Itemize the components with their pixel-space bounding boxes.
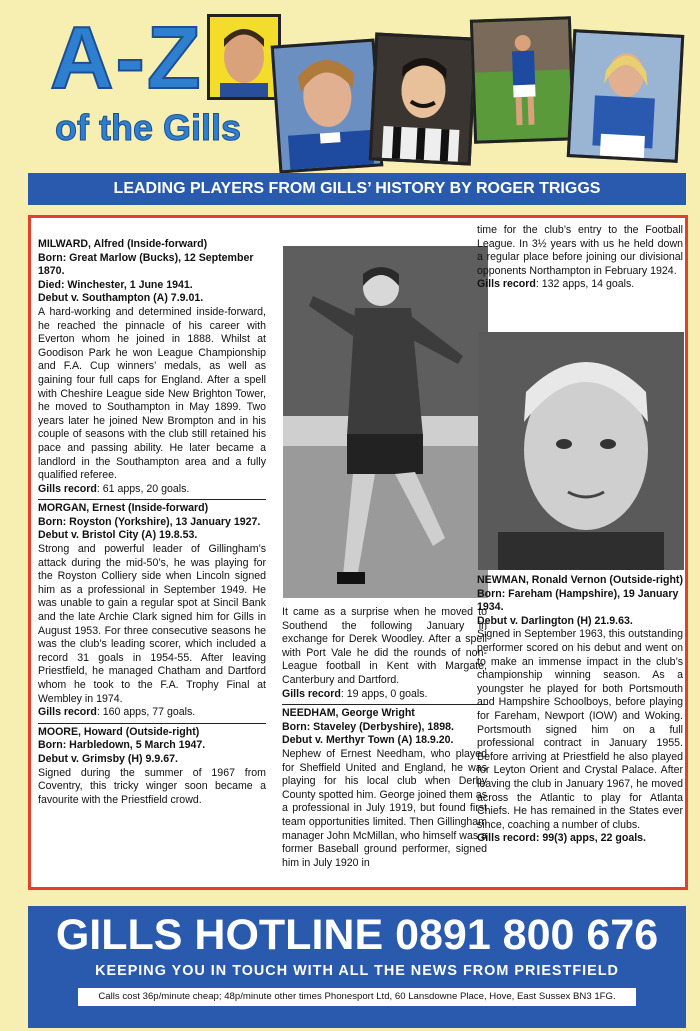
entry-died: Died: Winchester, 1 June 1941.	[38, 278, 193, 291]
entry-heading: MOORE, Howard (Outside-right)	[38, 725, 200, 738]
entry-body: Signed in September 1963, this outstanding performer scored on his debut and went on to make an immense impact in the club’s championship winning season. As a youngster he played for both Portsmouth and Hampshire Schoolboys, before playing for Fareham, Newport (IOW) and Woking. Portsmouth signed him on a full professional contract in January 1955. Before arriving at Priestfield he also played for Leyton Orient and Crystal Palace. After leaving the club in January 1967, he moved across the Atlantic to play for Atlanta Chiefs. He has remained in the States ever since, coaching a number of clubs.	[477, 628, 683, 831]
entry-record: Gills record: 61 apps, 20 goals.	[38, 482, 190, 495]
entry-record: Gills record: 132 apps, 14 goals.	[477, 278, 635, 291]
player-action-photo	[470, 16, 575, 143]
entry-record: Gills record: 99(3) apps, 22 goals.	[477, 832, 646, 845]
entry-body: Nephew of Ernest Needham, who played for Sheffield United and England, he was playing for his local club when Derby County spotted him. George joined them as a professional in July 1919, but found first team opportunities limited. Then Gillingham manager John McMillan, who himself was a former Baseball ground performer, signed him in July 1920 in	[282, 747, 487, 869]
column-right-lower	[477, 574, 683, 846]
entry-debut: Debut v. Merthyr Town (A) 18.9.20.	[282, 734, 454, 747]
player-portrait-photo	[271, 39, 384, 174]
entry-debut: Debut v. Darlington (H) 21.9.63.	[477, 614, 633, 627]
player-portrait-photo	[567, 29, 685, 163]
divider	[38, 499, 266, 500]
hotline-title: GILLS HOTLINE 0891 800 676	[55, 911, 659, 959]
entry-born: Born: Royston (Yorkshire), 13 January 1927.	[38, 515, 261, 528]
entry-born: Born: Staveley (Derbyshire), 1898.	[282, 720, 454, 733]
entry-born: Born: Fareham (Hampshire), 19 January 1934.	[477, 587, 679, 614]
entry-heading: MORGAN, Ernest (Inside-forward)	[38, 502, 209, 515]
divider	[38, 723, 266, 724]
logo-of-the-gills: of the Gills	[55, 107, 242, 148]
entry-heading: MILWARD, Alfred (Inside-forward)	[38, 238, 208, 250]
entry-heading: NEEDHAM, George Wright	[282, 707, 415, 720]
entry-body: Signed during the summer of 1967 from Coventry, this tricky winger soon became a favourite with the Priestfield crowd.	[38, 766, 266, 806]
player-portrait-photo	[207, 14, 281, 100]
entry-born: Born: Great Marlow (Bucks), 12 September 1870.	[38, 251, 254, 278]
hotline-small-print: Calls cost 36p/minute cheap; 48p/minute other times Phonesport Ltd, 60 Lansdowne Place, Hove, East Sussex BN3 1FG.	[78, 988, 636, 1006]
hotline-advert	[28, 906, 686, 1028]
entry-record: Gills record: 19 apps, 0 goals.	[282, 687, 428, 700]
hotline-subtitle: KEEPING YOU IN TOUCH WITH ALL THE NEWS FROM PRIESTFIELD	[95, 963, 619, 979]
entry-debut: Debut v. Bristol City (A) 19.8.53.	[38, 529, 198, 542]
entry-heading: NEWMAN, Ronald Vernon (Outside-right)	[477, 574, 683, 586]
entry-debut: Debut v. Grimsby (H) 9.9.67.	[38, 752, 178, 765]
column-middle	[282, 606, 487, 870]
column-right	[477, 224, 683, 292]
divider	[282, 704, 487, 705]
section-banner: LEADING PLAYERS FROM GILLS’ HISTORY BY ROGER TRIGGS	[28, 173, 686, 205]
logo-az: A-Z	[50, 8, 203, 107]
entry-body: A hard-working and determined inside-forward, he reached the pinnacle of his career with Everton whom he joined in 1888. Whilst at Goodison Park he won League Championship and F.A. Cup winners’ medals, as well as gaining four full caps for England. After a spell with Cheshire League side New Brighton Tower, he moved to Southampton in May 1899. Two years later he joined New Brompton and in his couple of seasons with the club still retained his pace and passing ability. He later became a landlord in the Southampton area and a fully qualified referee.	[38, 305, 266, 482]
entry-body: time for the club’s entry to the Football League. In 3½ years with us he held down a regular place before joining our divisional opponents Northampton in February 1924.	[477, 224, 683, 277]
column-left	[38, 238, 266, 807]
page-header	[0, 0, 700, 172]
entry-born: Born: Harbledown, 5 March 1947.	[38, 739, 206, 752]
player-portrait-photo	[369, 32, 478, 165]
entry-body: It came as a surprise when he moved to Southend the following January in exchange for Derek Woodley. After a spell with Port Vale he did the rounds of non-League football in Kent with Margate, Canterbury and Dartford.	[282, 606, 487, 686]
player-action-photo	[283, 246, 488, 598]
entry-record: Gills record: 160 apps, 77 goals.	[38, 706, 196, 719]
entry-body: Strong and powerful leader of Gillingham’s attack during the mid-50’s, he was playing for the Royston Colliery side when Lincoln signed him as a professional in September 1949. He was unable to gain a regular spot at Sincil Bank and the late Archie Clark signed him for Gills in August 1953. For three consecutive seasons he was the club’s leading scorer, which included a record 31 goals in 1954-55. After leaving Priestfield, he managed Chatham and Dartford whom he took to the F.A. Trophy Final at Wembley in 1974.	[38, 543, 266, 705]
entry-debut: Debut v. Southampton (A) 7.9.01.	[38, 292, 204, 305]
player-portrait-photo	[478, 332, 684, 570]
article-frame	[28, 215, 688, 890]
